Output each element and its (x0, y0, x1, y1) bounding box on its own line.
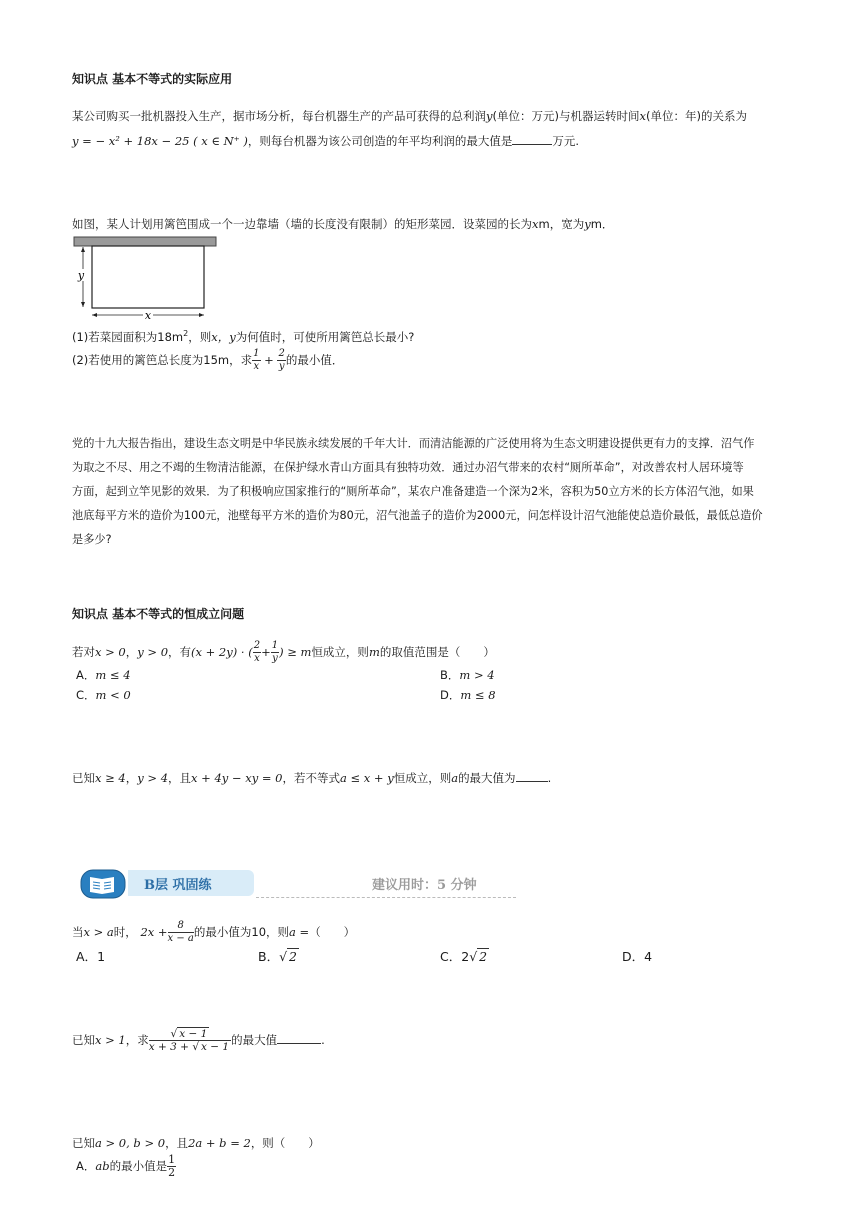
radicand: x − 1 (179, 1028, 208, 1040)
q1-var-x: x (639, 109, 646, 123)
fraction-8-over-x-minus-a (168, 920, 194, 945)
q5-equation: x + 4y − xy = 0 (191, 771, 283, 785)
radicand: 2 (289, 949, 297, 964)
q6-cond: x > a (83, 925, 114, 939)
q2-var-y: y (584, 217, 591, 231)
option-letter: A． (76, 949, 98, 964)
length-arrow-head-left (92, 313, 97, 317)
option-letter: C． (76, 688, 96, 702)
q1-unit-y: (单位：万元)与机器运转时间 (492, 109, 640, 123)
q1-var-y: y (486, 109, 493, 123)
label-x: x (144, 309, 152, 322)
q6-expr: 2x + (140, 925, 168, 939)
q4-text-c: ，有 (168, 645, 192, 659)
radicand: x − 1 (201, 1041, 230, 1053)
frac-num: 1 (253, 348, 260, 359)
q4-var-m: m (368, 645, 380, 659)
option-text: 1 (97, 949, 106, 964)
q3-line-2: 为取之不尽、用之不竭的生物清洁能源，在保护绿水青山方面具有独特功效．通过办沼气带来的农村“厕所革命”，对改善农村人居环境等 (72, 461, 744, 474)
question-1-line-1 (72, 104, 747, 128)
width-arrow-head-top (81, 247, 85, 252)
den-prefix: x + 3 + (148, 1041, 189, 1053)
frac-num: 1 (271, 640, 279, 651)
q6-text-d: （ ） (309, 925, 356, 939)
q2-p1-text: (1)若菜园面积为18m (72, 329, 184, 344)
section-heading-1: 知识点 基本不等式的实际应用 (72, 72, 233, 86)
option-letter: B． (440, 668, 460, 682)
question-5 (72, 768, 551, 788)
q2-p2-text-b: 的最小值． (285, 353, 344, 367)
option-letter: A． (76, 1159, 96, 1173)
q4-text-e: 的取值范围是（ ） (379, 645, 495, 659)
frac-den: y (278, 361, 285, 372)
frac-num: 2 (253, 640, 261, 651)
q5-text: 已知 (72, 771, 95, 785)
q8-equation: 2a + b = 2 (188, 1136, 251, 1150)
q4-text-d: 恒成立，则 (311, 645, 369, 659)
label-y: y (77, 269, 85, 282)
sqrt-2: √ 2 (279, 949, 297, 964)
q5-text-c: ，且 (168, 771, 192, 785)
question-4-stem (72, 640, 495, 665)
fraction-sqrt-expression (149, 1028, 231, 1053)
section-heading-2: 知识点 基本不等式的恒成立问题 (72, 607, 245, 621)
answer-blank[interactable] (516, 780, 548, 782)
sqrt-denominator: √ x − 1 (192, 1041, 230, 1053)
question-6-stem (72, 920, 355, 945)
option-text: m > 4 (459, 668, 495, 682)
option-text: m < 0 (95, 688, 131, 702)
q7-text-b: ，求 (125, 1033, 149, 1047)
q3-line-5: 是多少? (72, 533, 112, 546)
fraction-2-over-x (253, 640, 261, 665)
q1-formula: y = − x² + 18x − 25 ( x ∈ N⁺ ) (72, 134, 248, 148)
option-text: 的最小值是 (109, 1159, 168, 1173)
option-d[interactable] (440, 687, 496, 703)
coefficient: 2 (461, 949, 470, 964)
sqrt-numerator: √ x − 1 (170, 1028, 208, 1040)
q2-p1-text-c: 为何值时，可使所用篱笆总长最小? (235, 329, 415, 344)
q3-line-3: 方面，起到立竿见影的效果．为了积极响应国家推行的“厕所革命”，某农户准备建造一个深为2米，容积为50立方米的长方体沼气池，如果 (72, 485, 754, 498)
q4-expr-right: ) ≥ m (279, 645, 312, 659)
frac-den: 2 (168, 1166, 176, 1179)
option-a[interactable] (76, 1154, 176, 1179)
frac-num: 1 (168, 1153, 176, 1166)
q1-unit-x: (单位：年)的关系为 (645, 109, 747, 123)
q5-cond-x: x ≥ 4 (95, 771, 126, 785)
sqrt-2: √ 2 (469, 949, 488, 964)
frac-den (149, 1041, 231, 1053)
practice-banner (80, 866, 520, 904)
plus-sign: + (264, 353, 274, 367)
q5-inequality: a ≤ x + y (339, 771, 394, 785)
q6-text-c: 的最小值为10，则 (193, 925, 290, 939)
book-icon (80, 866, 128, 902)
radicand: 2 (479, 949, 488, 964)
answer-blank[interactable] (277, 1042, 321, 1044)
banner-label: B层 巩固练 (144, 878, 212, 893)
q2-unit-2: m． (590, 217, 614, 231)
q4-expr-left: (x + 2y) · ( (191, 645, 253, 659)
q3-line-1: 党的十九大报告指出，建设生态文明是中华民族永续发展的千年大计．而清洁能源的广泛使用将为生态文明建设提供更有力的支撑．沼气作 (72, 437, 755, 450)
q5-cond-y: y > 4 (137, 771, 169, 785)
q2-intro-text: 如图，某人计划用篱笆围成一个一边靠墙（墙的长度没有限制）的矩形菜园．设菜园的长为 (72, 217, 532, 231)
q3-line-4: 池底每平方米的造价为100元，池壁每平方米的造价为80元，沼气池盖子的造价为2000元，问怎样设计沼气池能使总造价最低，最低总造价 (72, 509, 763, 522)
option-c[interactable] (76, 687, 131, 703)
question-2-part-1 (72, 322, 414, 349)
question-2-part-2 (72, 348, 343, 373)
option-a[interactable] (76, 947, 105, 965)
q5-text-f: 的最大值为 (458, 771, 516, 785)
q8-text-b: ，且 (165, 1136, 189, 1150)
option-text: m ≤ 8 (460, 688, 496, 702)
frac-den: x (254, 653, 260, 664)
question-8-stem (72, 1133, 320, 1153)
q4-comma: ， (125, 645, 138, 659)
fraction-2-over-y (277, 348, 285, 373)
question-2-intro (72, 212, 613, 236)
fraction-1-over-x (252, 348, 260, 373)
fraction-1-over-y (271, 640, 279, 665)
fraction-1-over-2 (167, 1154, 176, 1179)
q6-var: a = (289, 925, 310, 939)
q6-text: 当 (72, 925, 84, 939)
option-var: ab (95, 1159, 110, 1173)
q8-text: 已知 (72, 1136, 95, 1150)
garden-rectangle (92, 246, 204, 308)
banner-divider (256, 897, 516, 898)
q6-text-b: 时， (113, 925, 137, 939)
q4-text: 若对 (72, 645, 95, 659)
q8-text-c: ，则（ ） (250, 1136, 320, 1150)
option-letter: B． (258, 949, 280, 964)
width-arrow-head-bottom (81, 302, 85, 307)
q7-end: . (321, 1033, 325, 1047)
frac-den: y (272, 653, 278, 664)
option-a[interactable] (76, 667, 131, 683)
q2-var-x: x (532, 217, 539, 231)
q7-text: 已知 (72, 1033, 95, 1047)
q4-cond-y: y > 0 (137, 645, 169, 659)
q2-p1-text-b: ，则 (188, 329, 212, 344)
q5-text-e: 恒成立，则 (393, 771, 452, 785)
q7-text-c: 的最大值 (231, 1033, 278, 1047)
q8-cond: a > 0, b > 0 (95, 1136, 166, 1150)
option-c[interactable] (440, 947, 489, 965)
question-1-line-2 (72, 129, 579, 153)
q1-text-2: ，则每台机器为该公司创造的年平均利润的最大值是 (247, 134, 513, 148)
q2-p1-sup: 2 (183, 329, 189, 338)
q7-cond: x > 1 (95, 1033, 126, 1047)
q5-var-a: a (451, 771, 459, 785)
option-b[interactable] (258, 947, 299, 965)
option-text: 4 (644, 949, 653, 964)
option-letter: C． (440, 949, 462, 964)
banner-time: 建议用时：5 分钟 (372, 878, 477, 893)
q1-unit-end: 万元. (552, 134, 580, 148)
option-letter: A． (76, 668, 96, 682)
fence-diagram (72, 235, 222, 325)
q2-unit-1: m，宽为 (538, 217, 585, 231)
question-3 (72, 432, 763, 552)
option-d[interactable] (622, 947, 652, 965)
answer-blank[interactable] (512, 143, 552, 145)
q1-text: 某公司购买一批机器投入生产，据市场分析，每台机器生产的产品可获得的总利润 (72, 109, 486, 123)
option-letter: D． (622, 949, 645, 964)
q2-p2-text: (2)若使用的篱笆总长度为15m，求 (72, 353, 253, 367)
frac-den: x − a (167, 933, 194, 944)
wall (74, 237, 216, 246)
q2-p1-vars: x，y (211, 329, 236, 344)
frac-num: 2 (278, 348, 285, 359)
frac-num: 8 (168, 920, 194, 933)
q4-cond-x: x > 0 (95, 645, 126, 659)
option-letter: D． (440, 688, 461, 702)
frac-den: x (253, 361, 260, 372)
q5-text-d: ，若不等式 (282, 771, 340, 785)
option-b[interactable] (440, 667, 495, 683)
question-7 (72, 1028, 325, 1053)
plus-sign: + (261, 645, 271, 659)
q5-end: . (547, 771, 552, 785)
option-text: m ≤ 4 (95, 668, 131, 682)
q5-comma: ， (125, 771, 138, 785)
length-arrow-head-right (199, 313, 204, 317)
